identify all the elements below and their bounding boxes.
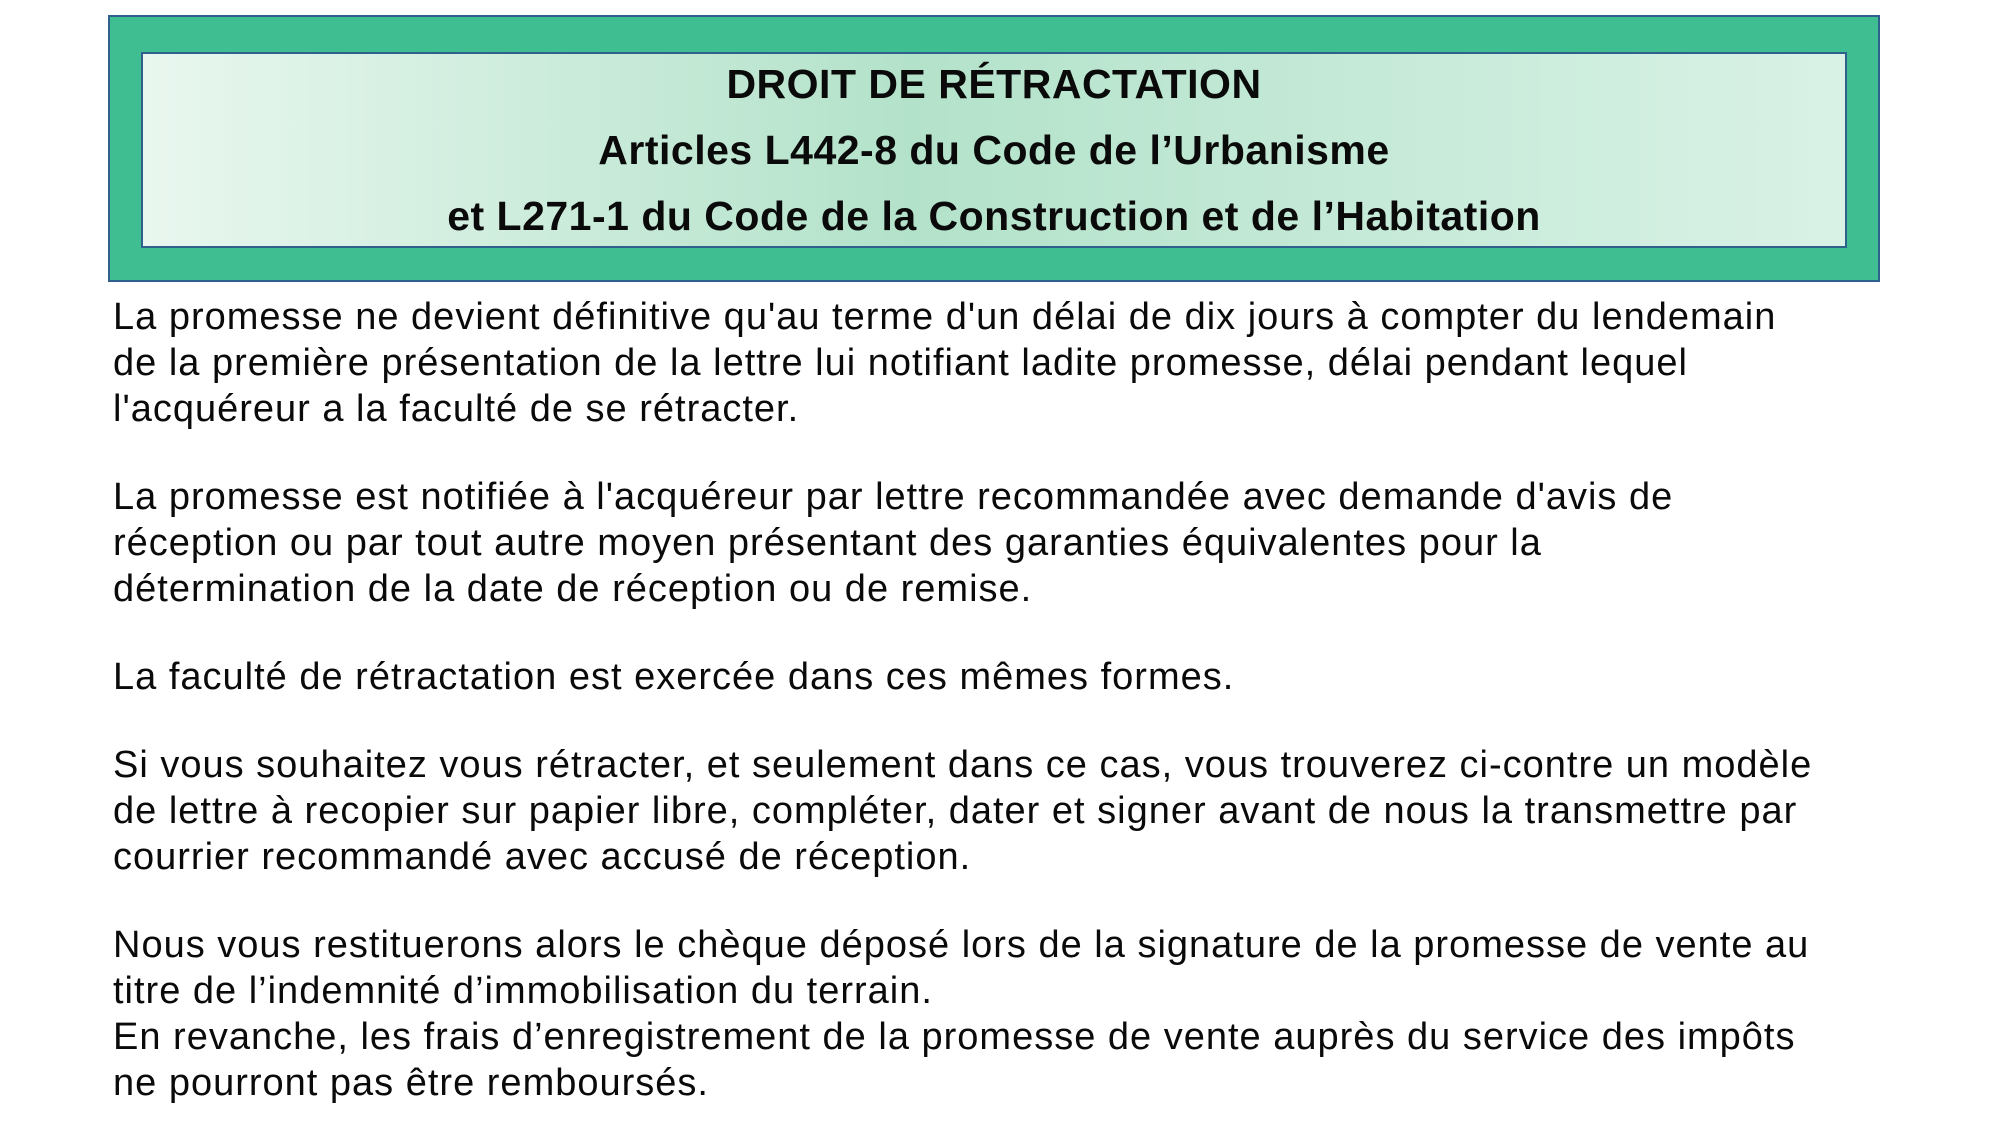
title-line-2: Articles L442-8 du Code de l’Urbanisme [598,127,1390,173]
paragraph-1 [113,294,1993,432]
text-line: détermination de la date de réception ou de remise. [113,568,1033,610]
text-line: de lettre à recopier sur papier libre, compléter, dater et signer avant de nous la transmettre par [113,790,1798,832]
text-line: ne pourront pas être remboursés. [113,1062,709,1104]
paragraph-2 [113,474,1993,612]
paragraph-3 [113,654,1993,700]
text-line: de la première présentation de la lettre lui notifiant ladite promesse, délai pendant lequel [113,342,1688,384]
header-banner [108,15,1880,282]
text-line: La faculté de rétractation est exercée dans ces mêmes formes. [113,656,1235,698]
text-line: titre de l’indemnité d’immobilisation du terrain. [113,970,933,1012]
text-line: réception ou par tout autre moyen présentant des garanties équivalentes pour la [113,522,1542,564]
text-line: La promesse est notifiée à l'acquéreur par lettre recommandée avec demande d'avis de [113,476,1674,518]
text-line: En revanche, les frais d’enregistrement de la promesse de vente auprès du service des impôts [113,1016,1796,1058]
text-line: courrier recommandé avec accusé de réception. [113,836,972,878]
title-line-1: DROIT DE RÉTRACTATION [726,61,1262,107]
text-line: La promesse ne devient définitive qu'au terme d'un délai de dix jours à compter du lendemain [113,296,1777,338]
text-line: Si vous souhaitez vous rétracter, et seulement dans ce cas, vous trouverez ci-contre un modèle [113,744,1813,786]
text-line: l'acquéreur a la faculté de se rétracter. [113,388,800,430]
body-text [113,294,1993,1106]
title-line-3: et L271-1 du Code de la Construction et de l’Habitation [447,193,1541,239]
paragraph-5 [113,922,1993,1106]
text-line: Nous vous restituerons alors le chèque déposé lors de la signature de la promesse de vente au [113,924,1810,966]
banner-inner-panel [141,52,1847,248]
paragraph-4 [113,742,1993,880]
